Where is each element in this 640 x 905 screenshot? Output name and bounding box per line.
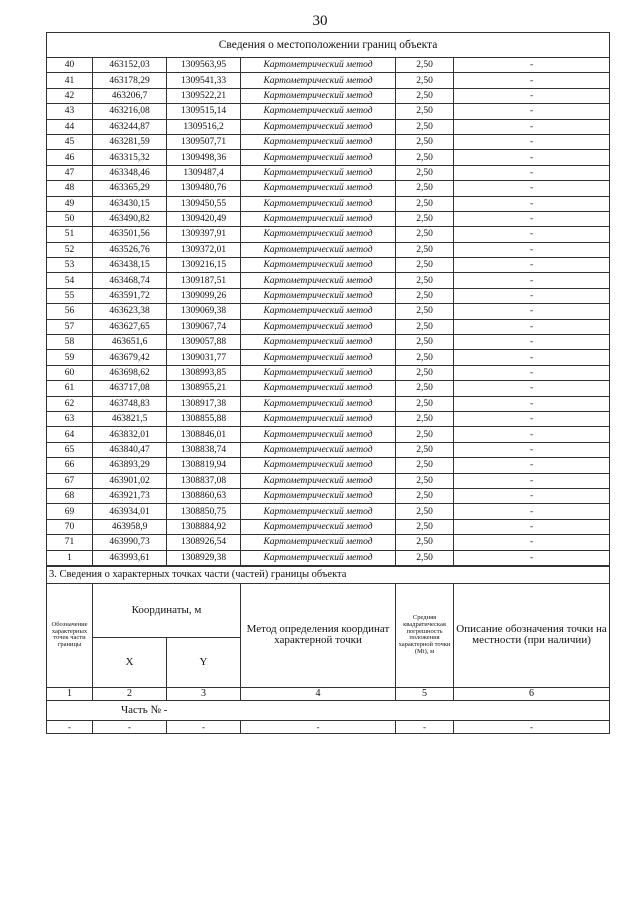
- description-cell: -: [454, 134, 610, 149]
- coord-y-cell: 1309067,74: [167, 319, 241, 334]
- point-number-cell: 45: [47, 134, 93, 149]
- point-number-cell: 44: [47, 119, 93, 134]
- coord-x-cell: 463651,6: [93, 335, 167, 350]
- method-cell: Картометрический метод: [241, 350, 396, 365]
- col-number-4: 4: [241, 687, 396, 700]
- mean-error-cell: 2,50: [396, 427, 454, 442]
- description-cell: -: [454, 196, 610, 211]
- coord-x-cell: 463993,61: [93, 550, 167, 565]
- table-row: [47, 381, 610, 396]
- description-cell: -: [454, 535, 610, 550]
- table-row: [47, 350, 610, 365]
- method-cell: Картометрический метод: [241, 181, 396, 196]
- coord-y-cell: 1309541,33: [167, 73, 241, 88]
- table-row: [47, 488, 610, 503]
- table-row: [47, 211, 610, 226]
- coord-x-cell: 463627,65: [93, 319, 167, 334]
- coord-y-cell: 1309069,38: [167, 304, 241, 319]
- point-number-cell: 51: [47, 227, 93, 242]
- header-description: Описание обозначения точки на местности (при наличии): [454, 583, 610, 687]
- coord-x-cell: 463821,5: [93, 411, 167, 426]
- table-row: [47, 396, 610, 411]
- mean-error-cell: 2,50: [396, 335, 454, 350]
- point-number-cell: 68: [47, 488, 93, 503]
- description-cell: -: [454, 304, 610, 319]
- coord-x-cell: 463698,62: [93, 365, 167, 380]
- description-cell: -: [454, 519, 610, 534]
- description-cell: -: [454, 442, 610, 457]
- empty-cell-4: -: [241, 720, 396, 733]
- mean-error-cell: 2,50: [396, 258, 454, 273]
- mean-error-cell: 2,50: [396, 165, 454, 180]
- method-cell: Картометрический метод: [241, 396, 396, 411]
- method-cell: Картометрический метод: [241, 58, 396, 73]
- method-cell: Картометрический метод: [241, 550, 396, 565]
- coord-y-cell: 1308850,75: [167, 504, 241, 519]
- coord-y-cell: 1308838,74: [167, 442, 241, 457]
- coord-y-cell: 1309516,2: [167, 119, 241, 134]
- description-cell: -: [454, 458, 610, 473]
- point-number-cell: 57: [47, 319, 93, 334]
- table-row: [47, 288, 610, 303]
- point-number-cell: 54: [47, 273, 93, 288]
- point-number-cell: 41: [47, 73, 93, 88]
- empty-cell-2: -: [93, 720, 167, 733]
- header-mean-error: Средняя квадратическая погрешность положения характерной точки (Мt), м: [396, 583, 454, 687]
- mean-error-cell: 2,50: [396, 227, 454, 242]
- mean-error-cell: 2,50: [396, 104, 454, 119]
- method-cell: Картометрический метод: [241, 134, 396, 149]
- coord-x-cell: 463717,08: [93, 381, 167, 396]
- mean-error-cell: 2,50: [396, 473, 454, 488]
- part-row: [47, 700, 610, 720]
- mean-error-cell: 2,50: [396, 196, 454, 211]
- mean-error-cell: 2,50: [396, 550, 454, 565]
- point-number-cell: 63: [47, 411, 93, 426]
- point-number-cell: 59: [47, 350, 93, 365]
- point-number-cell: 43: [47, 104, 93, 119]
- table-row: [47, 365, 610, 380]
- coord-x-cell: 463921,73: [93, 488, 167, 503]
- coord-x-cell: 463990,73: [93, 535, 167, 550]
- description-cell: -: [454, 58, 610, 73]
- coord-x-cell: 463315,32: [93, 150, 167, 165]
- coord-y-cell: 1308955,21: [167, 381, 241, 396]
- mean-error-cell: 2,50: [396, 381, 454, 396]
- point-number-cell: 46: [47, 150, 93, 165]
- description-cell: -: [454, 273, 610, 288]
- point-number-cell: 61: [47, 381, 93, 396]
- description-cell: -: [454, 119, 610, 134]
- coord-x-cell: 463438,15: [93, 258, 167, 273]
- coord-x-cell: 463348,46: [93, 165, 167, 180]
- description-cell: -: [454, 288, 610, 303]
- method-cell: Картометрический метод: [241, 304, 396, 319]
- point-number-cell: 62: [47, 396, 93, 411]
- point-number-cell: 64: [47, 427, 93, 442]
- description-cell: -: [454, 150, 610, 165]
- description-cell: -: [454, 427, 610, 442]
- col-number-6: 6: [454, 687, 610, 700]
- table-row: [47, 119, 610, 134]
- method-cell: Картометрический метод: [241, 319, 396, 334]
- mean-error-cell: 2,50: [396, 535, 454, 550]
- method-cell: Картометрический метод: [241, 211, 396, 226]
- method-cell: Картометрический метод: [241, 104, 396, 119]
- method-cell: Картометрический метод: [241, 88, 396, 103]
- mean-error-cell: 2,50: [396, 519, 454, 534]
- empty-cell-1: -: [47, 720, 93, 733]
- table-row: [47, 550, 610, 565]
- table-row: [47, 427, 610, 442]
- col-number-3: 3: [167, 687, 241, 700]
- coord-x-cell: 463958,9: [93, 519, 167, 534]
- coord-x-cell: 463591,72: [93, 288, 167, 303]
- method-cell: Картометрический метод: [241, 411, 396, 426]
- section-title: Сведения о местоположении границ объекта: [47, 33, 610, 58]
- description-cell: -: [454, 488, 610, 503]
- coord-y-cell: 1309099,26: [167, 288, 241, 303]
- method-cell: Картометрический метод: [241, 365, 396, 380]
- col-number-1: 1: [47, 687, 93, 700]
- coord-y-cell: 1308860,63: [167, 488, 241, 503]
- method-cell: Картометрический метод: [241, 535, 396, 550]
- description-cell: -: [454, 227, 610, 242]
- coord-y-cell: 1309397,91: [167, 227, 241, 242]
- col-number-5: 5: [396, 687, 454, 700]
- coord-y-cell: 1309372,01: [167, 242, 241, 257]
- coord-x-cell: 463490,82: [93, 211, 167, 226]
- description-cell: -: [454, 104, 610, 119]
- coord-x-cell: 463216,08: [93, 104, 167, 119]
- description-cell: -: [454, 165, 610, 180]
- description-cell: -: [454, 242, 610, 257]
- mean-error-cell: 2,50: [396, 288, 454, 303]
- coord-y-cell: 1309522,21: [167, 88, 241, 103]
- coord-x-cell: 463934,01: [93, 504, 167, 519]
- point-number-cell: 50: [47, 211, 93, 226]
- description-cell: -: [454, 335, 610, 350]
- method-cell: Картометрический метод: [241, 335, 396, 350]
- method-cell: Картометрический метод: [241, 119, 396, 134]
- coord-x-cell: 463365,29: [93, 181, 167, 196]
- point-number-cell: 48: [47, 181, 93, 196]
- header-coordinates: Координаты, м: [93, 583, 241, 637]
- boundary-points-table: [46, 32, 610, 566]
- part-label: Часть № -: [121, 704, 168, 717]
- description-cell: -: [454, 550, 610, 565]
- table-row: [47, 504, 610, 519]
- mean-error-cell: 2,50: [396, 458, 454, 473]
- coord-x-cell: 463501,56: [93, 227, 167, 242]
- header-designation: Обозначение характерных точек части границы: [47, 583, 93, 687]
- table-row: [47, 150, 610, 165]
- coord-y-cell: 1308929,38: [167, 550, 241, 565]
- method-cell: Картометрический метод: [241, 288, 396, 303]
- coord-x-cell: 463679,42: [93, 350, 167, 365]
- mean-error-cell: 2,50: [396, 396, 454, 411]
- mean-error-cell: 2,50: [396, 181, 454, 196]
- coord-x-cell: 463152,03: [93, 58, 167, 73]
- description-cell: -: [454, 73, 610, 88]
- description-cell: -: [454, 504, 610, 519]
- description-cell: -: [454, 396, 610, 411]
- mean-error-cell: 2,50: [396, 504, 454, 519]
- coord-y-cell: 1308917,38: [167, 396, 241, 411]
- description-cell: -: [454, 319, 610, 334]
- method-cell: Картометрический метод: [241, 73, 396, 88]
- mean-error-cell: 2,50: [396, 365, 454, 380]
- coord-y-cell: 1308819,94: [167, 458, 241, 473]
- point-number-cell: 55: [47, 288, 93, 303]
- table-row: [47, 104, 610, 119]
- method-cell: Картометрический метод: [241, 458, 396, 473]
- coord-x-cell: 463281,59: [93, 134, 167, 149]
- mean-error-cell: 2,50: [396, 304, 454, 319]
- point-number-cell: 60: [47, 365, 93, 380]
- mean-error-cell: 2,50: [396, 58, 454, 73]
- coord-x-cell: 463178,29: [93, 73, 167, 88]
- point-number-cell: 58: [47, 335, 93, 350]
- description-cell: -: [454, 473, 610, 488]
- coord-y-cell: 1309057,88: [167, 335, 241, 350]
- mean-error-cell: 2,50: [396, 119, 454, 134]
- coord-y-cell: 1309420,49: [167, 211, 241, 226]
- coord-y-cell: 1309480,76: [167, 181, 241, 196]
- mean-error-cell: 2,50: [396, 411, 454, 426]
- point-number-cell: 69: [47, 504, 93, 519]
- table-row: [47, 473, 610, 488]
- description-cell: -: [454, 181, 610, 196]
- description-cell: -: [454, 211, 610, 226]
- coord-y-cell: 1309031,77: [167, 350, 241, 365]
- method-cell: Картометрический метод: [241, 258, 396, 273]
- mean-error-cell: 2,50: [396, 242, 454, 257]
- col-number-2: 2: [93, 687, 167, 700]
- coord-y-cell: 1309498,36: [167, 150, 241, 165]
- table-row: [47, 335, 610, 350]
- empty-cell-3: -: [167, 720, 241, 733]
- mean-error-cell: 2,50: [396, 350, 454, 365]
- coord-y-cell: 1308993,85: [167, 365, 241, 380]
- point-number-cell: 53: [47, 258, 93, 273]
- mean-error-cell: 2,50: [396, 134, 454, 149]
- point-number-cell: 49: [47, 196, 93, 211]
- point-number-cell: 70: [47, 519, 93, 534]
- table-row: [47, 535, 610, 550]
- coord-x-cell: 463430,15: [93, 196, 167, 211]
- coord-y-cell: 1308884,92: [167, 519, 241, 534]
- mean-error-cell: 2,50: [396, 88, 454, 103]
- table-row: [47, 88, 610, 103]
- coord-y-cell: 1309450,55: [167, 196, 241, 211]
- mean-error-cell: 2,50: [396, 442, 454, 457]
- table-row: [47, 227, 610, 242]
- coord-y-cell: 1309515,14: [167, 104, 241, 119]
- mean-error-cell: 2,50: [396, 488, 454, 503]
- table-row: [47, 258, 610, 273]
- point-number-cell: 65: [47, 442, 93, 457]
- table-row: [47, 319, 610, 334]
- header-method: Метод определения координат характерной точки: [241, 583, 396, 687]
- description-cell: -: [454, 365, 610, 380]
- coord-x-cell: 463832,01: [93, 427, 167, 442]
- part-points-table: [46, 566, 610, 734]
- coord-x-cell: 463526,76: [93, 242, 167, 257]
- coord-x-cell: 463623,38: [93, 304, 167, 319]
- method-cell: Картометрический метод: [241, 273, 396, 288]
- coord-y-cell: 1309216,15: [167, 258, 241, 273]
- method-cell: Картометрический метод: [241, 427, 396, 442]
- coord-y-cell: 1309487,4: [167, 165, 241, 180]
- table-row: [47, 519, 610, 534]
- mean-error-cell: 2,50: [396, 150, 454, 165]
- coord-y-cell: 1308926,54: [167, 535, 241, 550]
- method-cell: Картометрический метод: [241, 165, 396, 180]
- description-cell: -: [454, 88, 610, 103]
- coord-y-cell: 1308837,08: [167, 473, 241, 488]
- method-cell: Картометрический метод: [241, 150, 396, 165]
- table-row: [47, 134, 610, 149]
- mean-error-cell: 2,50: [396, 273, 454, 288]
- header-x: X: [93, 637, 167, 687]
- coord-x-cell: 463206,7: [93, 88, 167, 103]
- table-row: [47, 411, 610, 426]
- empty-cell-5: -: [396, 720, 454, 733]
- table-row: [47, 442, 610, 457]
- coord-y-cell: 1309507,71: [167, 134, 241, 149]
- point-number-cell: 42: [47, 88, 93, 103]
- point-number-cell: 52: [47, 242, 93, 257]
- table-row: [47, 273, 610, 288]
- method-cell: Картометрический метод: [241, 381, 396, 396]
- table-row: [47, 458, 610, 473]
- point-number-cell: 40: [47, 58, 93, 73]
- description-cell: -: [454, 381, 610, 396]
- coord-x-cell: 463748,83: [93, 396, 167, 411]
- coord-x-cell: 463244,87: [93, 119, 167, 134]
- description-cell: -: [454, 350, 610, 365]
- coord-x-cell: 463901,02: [93, 473, 167, 488]
- coord-x-cell: 463468,74: [93, 273, 167, 288]
- empty-cell-6: -: [454, 720, 610, 733]
- method-cell: Картометрический метод: [241, 242, 396, 257]
- method-cell: Картометрический метод: [241, 442, 396, 457]
- header-y: Y: [167, 637, 241, 687]
- table-row: [47, 181, 610, 196]
- method-cell: Картометрический метод: [241, 473, 396, 488]
- method-cell: Картометрический метод: [241, 504, 396, 519]
- point-number-cell: 66: [47, 458, 93, 473]
- coord-y-cell: 1308855,88: [167, 411, 241, 426]
- page-number: 30: [312, 13, 328, 29]
- coord-x-cell: 463893,29: [93, 458, 167, 473]
- coord-y-cell: 1308846,01: [167, 427, 241, 442]
- table-row: [47, 242, 610, 257]
- mean-error-cell: 2,50: [396, 319, 454, 334]
- point-number-cell: 56: [47, 304, 93, 319]
- point-number-cell: 71: [47, 535, 93, 550]
- method-cell: Картометрический метод: [241, 519, 396, 534]
- point-number-cell: 47: [47, 165, 93, 180]
- method-cell: Картометрический метод: [241, 488, 396, 503]
- description-cell: -: [454, 411, 610, 426]
- table-row: [47, 196, 610, 211]
- section3-title: 3. Сведения о характерных точках части (частей) границы объекта: [47, 566, 610, 583]
- description-cell: -: [454, 258, 610, 273]
- method-cell: Картометрический метод: [241, 196, 396, 211]
- table-row: [47, 58, 610, 73]
- coord-y-cell: 1309187,51: [167, 273, 241, 288]
- coord-y-cell: 1309563,95: [167, 58, 241, 73]
- table-row: [47, 73, 610, 88]
- table-row: [47, 304, 610, 319]
- point-number-cell: 67: [47, 473, 93, 488]
- coord-x-cell: 463840,47: [93, 442, 167, 457]
- point-number-cell: 1: [47, 550, 93, 565]
- mean-error-cell: 2,50: [396, 73, 454, 88]
- boundary-table-frame: [46, 32, 609, 734]
- table-row: [47, 165, 610, 180]
- mean-error-cell: 2,50: [396, 211, 454, 226]
- method-cell: Картометрический метод: [241, 227, 396, 242]
